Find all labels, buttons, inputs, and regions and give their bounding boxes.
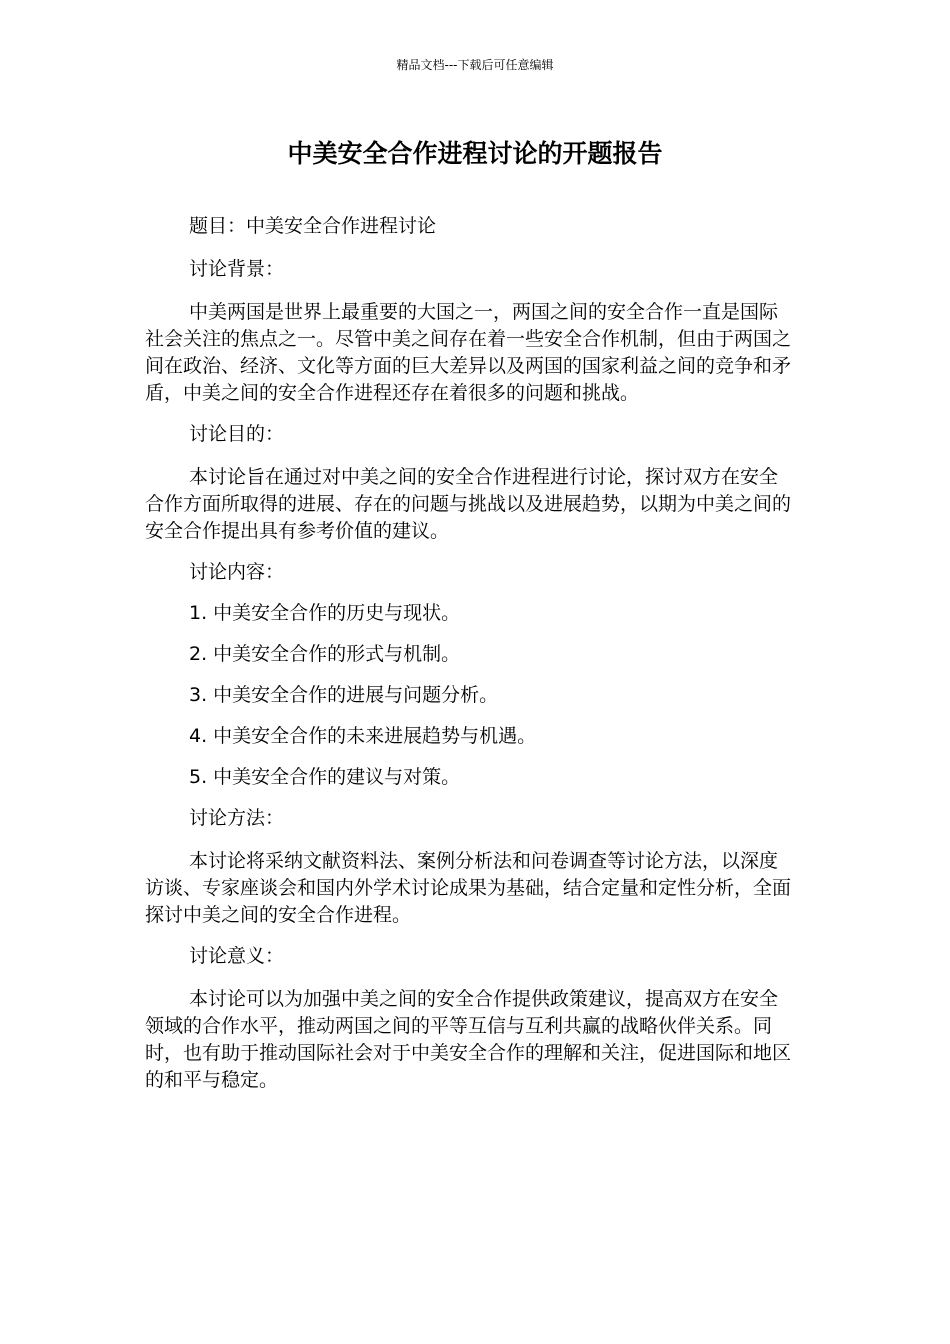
purpose-paragraph: 本讨论旨在通过对中美之间的安全合作进程进行讨论，探讨双方在安全合作方面所取得的进展、存在的问题与挑战以及进展趋势，以期为中美之间的安全合作提出具有参考价值的建议。 <box>145 466 792 542</box>
content-list-item: 3. 中美安全合作的进展与问题分析。 <box>189 684 499 706</box>
topic-line: 题目：中美安全合作进程讨论 <box>189 215 437 237</box>
method-label: 讨论方法： <box>189 807 285 829</box>
content-label: 讨论内容： <box>189 561 285 583</box>
content-list-item: 2. 中美安全合作的形式与机制。 <box>189 643 461 665</box>
background-paragraph: 中美两国是世界上最重要的大国之一，两国之间的安全合作一直是国际社会关注的焦点之一。尽管中美之间存在着一些安全合作机制，但由于两国之间在政治、经济、文化等方面的巨大差异以及两国的国家利益之间的竞争和矛盾，中美之间的安全合作进程还存在着很多的问题和挑战。 <box>145 301 792 404</box>
document-title: 中美安全合作进程讨论的开题报告 <box>287 139 663 168</box>
page-header: 精品文档---下载后可任意编辑 <box>396 58 554 72</box>
significance-paragraph: 本讨论可以为加强中美之间的安全合作提供政策建议，提高双方在安全领域的合作水平，推动两国之间的平等互信与互利共赢的战略伙伴关系。同时，也有助于推动国际社会对于中美安全合作的理解和关注，促进国际和地区的和平与稳定。 <box>145 988 792 1091</box>
document-body <box>145 213 795 1094</box>
content-list-item: 1. 中美安全合作的历史与现状。 <box>189 602 461 624</box>
background-label: 讨论背景： <box>189 258 285 280</box>
content-list-item: 4. 中美安全合作的未来进展趋势与机遇。 <box>189 725 537 747</box>
purpose-label: 讨论目的： <box>189 423 285 445</box>
content-list-item: 5. 中美安全合作的建议与对策。 <box>189 766 461 788</box>
significance-label: 讨论意义： <box>189 945 285 967</box>
method-paragraph: 本讨论将采纳文献资料法、案例分析法和问卷调查等讨论方法，以深度访谈、专家座谈会和国内外学术讨论成果为基础，结合定量和定性分析，全面探讨中美之间的安全合作进程。 <box>145 850 792 926</box>
